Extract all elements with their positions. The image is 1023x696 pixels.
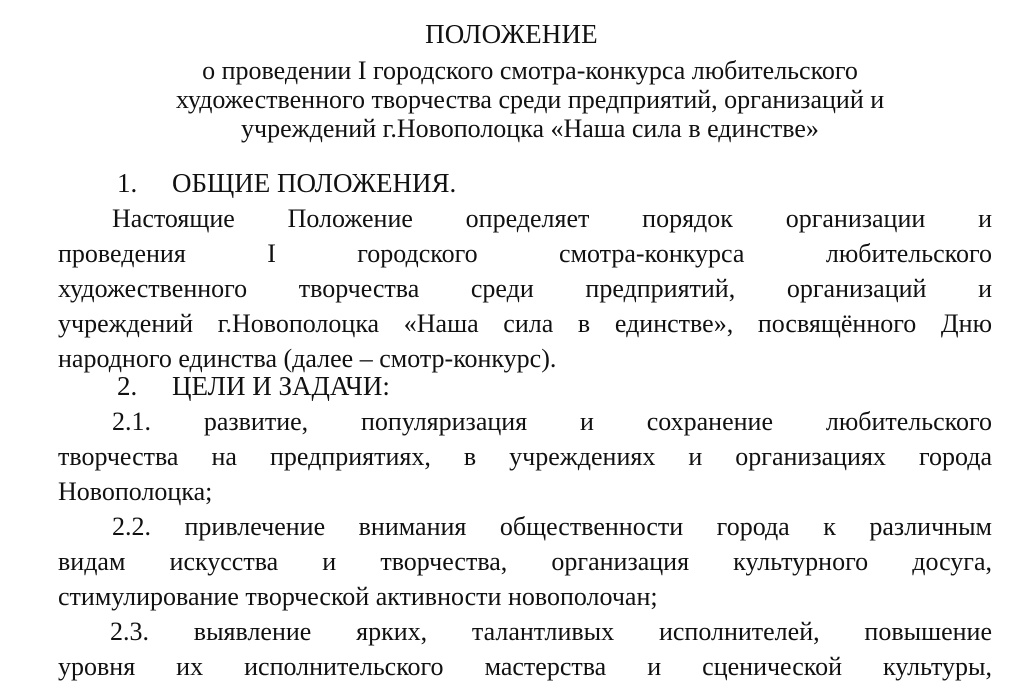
document-title: ПОЛОЖЕНИЕ xyxy=(425,19,598,49)
paragraph-line: проведения I городского смотра-конкурса любительского xyxy=(58,239,992,268)
paragraph-line: художественного творчества среди предприятий, организаций и xyxy=(58,274,992,303)
section-1-paragraph xyxy=(58,201,992,376)
section-title: ОБЩИЕ ПОЛОЖЕНИЯ. xyxy=(172,168,457,198)
paragraph-line: учреждений г.Новополоцка «Наша сила в единстве», посвящённого Дню xyxy=(58,309,992,338)
section-2-item-1 xyxy=(58,404,992,509)
subtitle-line: учреждений г.Новополоцка «Наша сила в единстве» xyxy=(241,114,819,143)
paragraph-line: 2.3. выявление ярких, талантливых исполнителей, повышение xyxy=(110,617,992,646)
section-2-heading xyxy=(117,370,390,402)
paragraph-line: народного единства (далее – смотр-конкурс). xyxy=(58,344,557,373)
section-title: ЦЕЛИ И ЗАДАЧИ: xyxy=(172,371,390,401)
paragraph-line: Настоящие Положение определяет порядок организации и xyxy=(112,204,992,233)
paragraph-line: уровня их исполнительского мастерства и сценической культуры, xyxy=(58,652,992,681)
paragraph-line: видам искусства и творчества, организация культурного досуга, xyxy=(58,547,992,576)
subtitle-line: о проведении I городского смотра-конкурса любительского xyxy=(202,56,858,85)
section-number: 2. xyxy=(117,371,138,401)
document-subtitle xyxy=(60,56,1000,143)
section-2-item-2 xyxy=(58,509,992,614)
paragraph-line: творчества на предприятиях, в учреждениях и организациях города xyxy=(58,442,992,471)
paragraph-line: Новополоцка; xyxy=(58,477,213,506)
section-1-heading xyxy=(117,167,456,199)
section-2-item-3 xyxy=(58,614,992,684)
section-number: 1. xyxy=(117,168,138,198)
subtitle-line: художественного творчества среди предприятий, организаций и xyxy=(175,85,885,114)
paragraph-line: стимулирование творческой активности новополочан; xyxy=(58,582,658,611)
paragraph-line: 2.2. привлечение внимания общественности города к различным xyxy=(112,512,992,541)
paragraph-line: 2.1. развитие, популяризация и сохранение любительского xyxy=(112,407,992,436)
